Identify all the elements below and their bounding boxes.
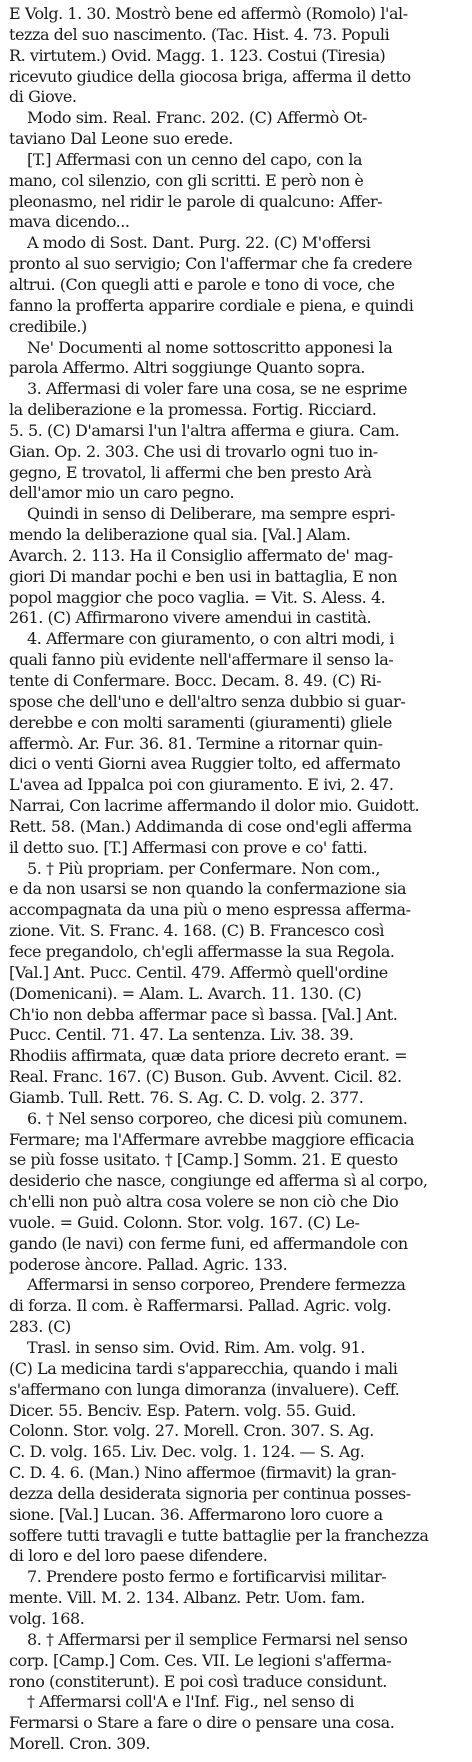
text-line: Modo sim. Real. Franc. 202. (C) Affermò Ot- [27, 108, 367, 128]
text-line: ch'elli non può altra cosa volere se non ciò che Dio [9, 1192, 399, 1212]
text-line: dezza della desiderata signoria per continua posses- [9, 1483, 411, 1503]
text-line: Fermare; ma l'Affermare avrebbe maggiore efficacia [9, 1129, 415, 1149]
text-line: corp. [Camp.] Com. Ces. VII. Le legioni s'afferma- [9, 1650, 392, 1670]
text-line: [T.] Affermasi con un cenno del capo, con la [27, 149, 363, 169]
text-line: soffere tutti travagli e tutte battaglie per la franchezza [9, 1525, 429, 1545]
text-line: tezza del suo nascimento. (Tac. Hist. 4. 73. Populi [9, 24, 390, 44]
text-line: Pucc. Centil. 71. 47. La sentenza. Liv. 38. 39. [9, 1025, 354, 1045]
text-line: [Val.] Ant. Pucc. Centil. 479. Affermò quell'ordine [9, 962, 388, 982]
text-line: Ch'io non debba affermar pace sì bassa. [Val.] Ant. [9, 1004, 398, 1024]
text-line: Fermarsi o Stare a fare o dire o pensare una cosa. [9, 1713, 395, 1733]
text-line: Avarch. 2. 113. Ha il Consiglio affermato de' mag- [9, 545, 393, 565]
text-line: Dicer. 55. Benciv. Esp. Patern. volg. 55. Guid. [9, 1400, 356, 1420]
text-line: la deliberazione e la promessa. Fortig. Ricciard. [9, 400, 377, 420]
text-line: Quindi in senso di Deliberare, ma sempre espri- [27, 504, 395, 524]
text-line: 6. † Nel senso corporeo, che dicesi più comunem. [27, 1108, 408, 1128]
text-line: gando (le navi) con ferme funi, ed affermandole con [9, 1233, 408, 1253]
text-line: tente di Confermare. Bocc. Decam. 8. 49. (C) Ri- [9, 671, 382, 690]
text-line: e da non usarsi se non quando la confermazione sia [9, 879, 407, 899]
text-line: fece pregandolo, ch'egli affermasse la sua Regola. [9, 941, 395, 961]
text-line: Ne' Documenti al nome sottoscritto apponesi la [27, 337, 393, 357]
text-line: Colonn. Stor. volg. 27. Morell. Cron. 307. S. Ag. [9, 1421, 374, 1441]
text-line: quali fanno più evidente nell'affermare il senso la- [9, 650, 394, 670]
text-line: Affermarsi in senso corporeo, Prendere fermezza [27, 1275, 406, 1295]
text-line: altrui. (Con quegli atti e parole e tono di voce, che [9, 274, 395, 294]
text-line: rono (constiterunt). E poi così traduce considunt. [9, 1671, 387, 1691]
text-line: se più fosse usitato. † [Camp.] Somm. 21. E questo [9, 1150, 398, 1170]
text-line: 7. Prendere posto fermo e fortificarvisi militar- [27, 1567, 387, 1587]
text-line: Narrai, Con lacrime affermando il dolor mio. Guidott. [9, 796, 420, 816]
text-line: sione. [Val.] Lucan. 36. Affermarono loro cuore a [9, 1504, 383, 1524]
text-line: 3. Affermasi di voler fare una cosa, se ne esprime [27, 379, 408, 399]
text-line: Morell. Cron. 309. [9, 1734, 151, 1754]
text-line: il detto suo. [T.] Affermasi con prove e co' fatti. [9, 837, 368, 857]
text-line: desiderio che nasce, congiunge ed afferma sì al corpo, [9, 1171, 428, 1191]
text-line: vuole. = Guid. Colonn. Stor. volg. 167. (C) Le- [9, 1212, 360, 1232]
text-line: (C) La medicina tardi s'apparecchia, quando i mali [9, 1358, 398, 1378]
text-line: pleonasmo, nel ridir le parole di qualcuno: Affer- [9, 191, 383, 211]
text-line: parola Affermo. Altri soggiunge Quanto sopra. [9, 358, 366, 378]
text-line: di loro e del loro paese difendere. [9, 1546, 268, 1566]
text-line: 4. Affermare con giuramento, o con altri modi, i [27, 629, 395, 649]
text-line: C. D. 4. 6. (Man.) Nino affermoe (firmavit) la gran- [9, 1463, 396, 1483]
text-line: Gian. Op. 2. 303. Che usi di trovarlo ogni tuo in- [9, 441, 378, 461]
text-line: derebbe e con molti saramenti (giuramenti) gliele [9, 712, 392, 732]
text-line: Trasl. in senso sim. Ovid. Rim. Am. volg. 91. [27, 1338, 365, 1357]
text-line: giori Di mandar pochi e ben usi in battaglia, E non [9, 566, 398, 586]
text-line: R. virtutem.) Ovid. Magg. 1. 123. Costui (Tiresia) [9, 45, 386, 65]
text-line: (Domenicani). = Alam. L. Avarch. 11. 130. (C) [9, 983, 362, 1003]
text-line: pronto al suo servigio; Con l'affermar che fa credere [9, 254, 413, 274]
text-line: gegno, E trovatol, li affermi che ben presto Arà [9, 462, 372, 482]
text-line: † Affermarsi coll'A e l'Inf. Fig., nel senso di [27, 1692, 354, 1712]
text-line: affermò. Ar. Fur. 36. 81. Termine a ritornar quin- [9, 733, 383, 753]
text-line: Rett. 58. (Man.) Addimanda di cose ond'egli afferma [9, 816, 412, 836]
text-line: mente. Vill. M. 2. 134. Albanz. Petr. Uom. fam. [9, 1588, 365, 1608]
text-line: ricevuto giudice della giocosa briga, afferma il detto [9, 66, 411, 86]
text-line: credibile.) [9, 316, 87, 336]
text-line: C. D. volg. 165. Liv. Dec. volg. 1. 124. — S. Ag. [9, 1442, 365, 1462]
text-line: 261. (C) Affirmarono vivere amendui in castità. [9, 608, 372, 628]
text-line: di Giove. [9, 87, 77, 107]
text-line: dici o venti Giorni avea Ruggier tolto, ed affermato [9, 754, 401, 774]
text-line: poderose àncore. Pallad. Agric. 133. [9, 1254, 288, 1274]
text-line: 8. † Affermarsi per il semplice Fermarsi nel senso [27, 1629, 408, 1649]
text-line: Real. Franc. 167. (C) Buson. Gub. Avvent. Cicil. 82. [9, 1067, 402, 1087]
text-line: Rhodiis affirmata, quæ data priore decreto erant. = [9, 1046, 408, 1066]
text-line: popol maggior che poco vaglia. = Vit. S. Aless. 4. [9, 587, 386, 607]
text-line: 5. 5. (C) D'amarsi l'un l'altra afferma e giura. Cam. [9, 420, 400, 440]
text-line: L'avea ad Ippalca poi con giuramento. E ivi, 2. 47. [9, 775, 394, 795]
text-line: accompagnata da una più o meno espressa afferma- [9, 900, 411, 920]
text-line: A modo di Sost. Dant. Purg. 22. (C) M'offersi [27, 233, 371, 253]
text-line: dell'amor mio un caro pegno. [9, 483, 235, 503]
text-line: s'affermano con lunga dimoranza (invaluere). Ceff. [9, 1379, 400, 1399]
text-line: zione. Vit. S. Franc. 4. 168. (C) B. Francesco così [9, 921, 385, 941]
text-line: mano, col silenzio, con gli scritti. E però non è [9, 170, 364, 190]
text-line: taviano Dal Leone suo erede. [9, 129, 233, 149]
text-line: Giamb. Tull. Rett. 76. S. Ag. C. D. volg. 2. 377. [9, 1087, 364, 1107]
text-line: volg. 168. [9, 1608, 85, 1628]
text-line: fanno la profferta apparire cordiale e piena, e quindi [9, 295, 414, 315]
text-line: mava dicendo... [9, 212, 130, 232]
text-line: mendo la deliberazione qual sia. [Val.] Alam. [9, 525, 351, 545]
text-line: 283. (C) [9, 1317, 71, 1337]
text-line: 5. † Più propriam. per Confermare. Non com., [27, 858, 380, 878]
text-line: di forza. Il com. è Raffermarsi. Pallad. Agric. volg. [9, 1296, 392, 1316]
text-line: spose che dell'uno e dell'altro senza dubbio si guar- [9, 691, 406, 711]
text-line: E Volg. 1. 30. Mostrò bene ed affermò (Romolo) l'al- [9, 4, 408, 23]
